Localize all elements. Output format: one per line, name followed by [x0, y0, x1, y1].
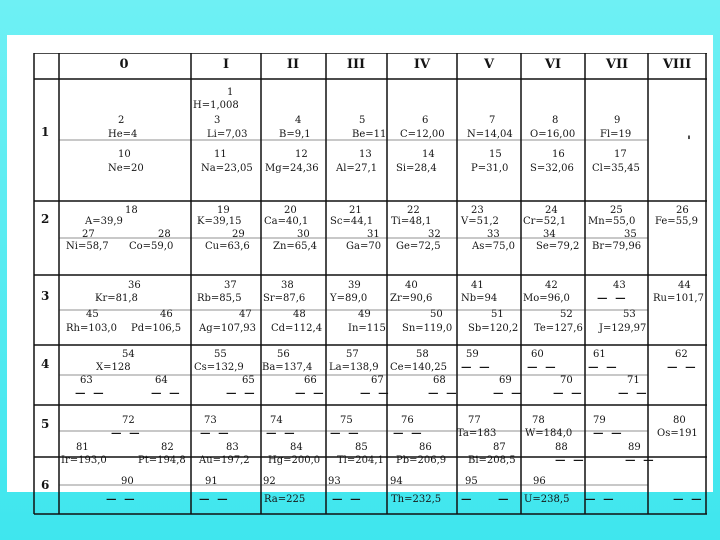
unknown-element-dash: —: [461, 493, 474, 505]
element-entry: 57: [346, 349, 359, 360]
element-entry: 73: [204, 415, 217, 426]
element-entry: La=138,9: [329, 362, 379, 373]
element-entry: Zr=90,6: [390, 293, 433, 304]
element-entry: 66: [304, 375, 317, 386]
element-entry: Ca=40,1: [264, 216, 309, 227]
unknown-element-dash: — —: [199, 493, 230, 505]
element-entry: U=238,5: [524, 494, 570, 505]
element-entry: 90: [121, 476, 134, 487]
unknown-element-dash: — —: [111, 427, 142, 439]
element-entry: 3: [214, 115, 221, 126]
element-entry: 20: [284, 205, 297, 216]
element-entry: 89: [628, 442, 641, 453]
element-entry: 15: [489, 149, 502, 160]
element-entry: 16: [552, 149, 565, 160]
unknown-element-dash: — —: [588, 361, 619, 373]
element-entry: 30: [297, 229, 310, 240]
element-entry: Cl=35,45: [592, 163, 640, 174]
element-entry: Ir=193,0: [61, 455, 107, 466]
element-entry: 61: [593, 349, 606, 360]
scanned-page: [7, 35, 713, 505]
element-entry: 77: [468, 415, 481, 426]
element-entry: O=16,00: [530, 129, 576, 140]
unknown-element-dash: — —: [555, 454, 586, 466]
element-entry: 45: [86, 309, 99, 320]
element-entry: Ce=140,25: [390, 362, 447, 373]
element-entry: J=129,97: [599, 323, 647, 334]
element-entry: Ba=137,4: [262, 362, 313, 373]
element-entry: H=1,008: [193, 100, 239, 111]
element-entry: 96: [533, 476, 546, 487]
element-entry: Sr=87,6: [263, 293, 306, 304]
unknown-element-dash: — —: [527, 361, 558, 373]
element-entry: 31: [367, 229, 380, 240]
element-entry: In=115: [348, 323, 386, 334]
element-entry: 1: [227, 87, 234, 98]
unknown-element-dash: — —: [667, 361, 698, 373]
element-entry: 71: [627, 375, 640, 386]
unknown-element-dash: — —: [332, 493, 363, 505]
group-header-4: IV: [413, 57, 431, 72]
element-entry: 78: [532, 415, 545, 426]
element-entry: Se=79,2: [536, 241, 580, 252]
element-entry: P=31,0: [471, 163, 509, 174]
element-entry: 43: [613, 280, 626, 291]
element-entry: Rb=85,5: [197, 293, 242, 304]
element-entry: 85: [355, 442, 368, 453]
element-entry: 28: [158, 229, 171, 240]
element-entry: 60: [531, 349, 544, 360]
element-entry: 21: [349, 205, 362, 216]
element-entry: Li=7,03: [207, 129, 248, 140]
element-entry: Ag=107,93: [199, 323, 256, 334]
element-entry: Al=27,1: [336, 163, 378, 174]
element-entry: Cu=63,6: [205, 241, 250, 252]
element-entry: Y=89,0: [330, 293, 368, 304]
element-entry: 33: [487, 229, 500, 240]
element-entry: 44: [678, 280, 691, 291]
element-entry: 52: [560, 309, 573, 320]
element-entry: 36: [128, 280, 141, 291]
element-entry: 37: [224, 280, 237, 291]
element-entry: Pd=106,5: [131, 323, 182, 334]
element-entry: 83: [226, 442, 239, 453]
unknown-element-dash: — —: [625, 454, 656, 466]
element-entry: Fe=55,9: [655, 216, 698, 227]
unknown-element-dash: — —: [593, 427, 624, 439]
element-entry: 95: [465, 476, 478, 487]
element-entry: 8: [552, 115, 559, 126]
element-entry: 82: [161, 442, 174, 453]
element-entry: 47: [239, 309, 252, 320]
element-entry: 34: [543, 229, 556, 240]
element-entry: 87: [493, 442, 506, 453]
unknown-element-dash: — —: [106, 493, 137, 505]
unknown-element-dash: — —: [428, 387, 459, 399]
element-entry: 84: [290, 442, 303, 453]
element-entry: 74: [270, 415, 283, 426]
element-entry: Mn=55,0: [588, 216, 636, 227]
element-entry: Th=232,5: [391, 494, 442, 505]
element-entry: 80: [673, 415, 686, 426]
element-entry: 86: [419, 442, 432, 453]
element-entry: 13: [359, 149, 372, 160]
element-entry: Hg=200,0: [268, 455, 321, 466]
element-entry: Fl=19: [600, 129, 632, 140]
element-entry: 4: [295, 115, 302, 126]
unknown-element-dash: — —: [597, 292, 628, 304]
element-entry: V=51,2: [461, 216, 499, 227]
element-entry: B=9,1: [279, 129, 311, 140]
unknown-element-dash: — —: [360, 387, 391, 399]
element-entry: Si=28,4: [396, 163, 437, 174]
element-entry: 12: [295, 149, 308, 160]
unknown-element-dash: — —: [553, 387, 584, 399]
group-header-5: V: [483, 57, 495, 72]
element-entry: 11: [214, 149, 227, 160]
element-entry: Cr=52,1: [523, 216, 567, 227]
element-entry: 39: [348, 280, 361, 291]
element-entry: 68: [433, 375, 446, 386]
element-entry: 59: [466, 349, 479, 360]
element-entry: Nb=94: [461, 293, 498, 304]
unknown-element-dash: — —: [75, 387, 106, 399]
element-entry: 72: [122, 415, 135, 426]
element-entry: He=4: [108, 129, 138, 140]
element-entry: 23: [471, 205, 484, 216]
element-entry: X=128: [96, 362, 131, 373]
element-entry: 19: [217, 205, 230, 216]
element-entry: Ti=48,1: [391, 216, 432, 227]
element-entry: C=12,00: [400, 129, 445, 140]
element-entry: 9: [614, 115, 621, 126]
element-entry: 75: [340, 415, 353, 426]
element-entry: Sc=44,1: [330, 216, 374, 227]
element-entry: 62: [675, 349, 688, 360]
element-entry: 27: [82, 229, 95, 240]
element-entry: Br=79,96: [592, 241, 642, 252]
element-entry: 55: [214, 349, 227, 360]
element-entry: 42: [545, 280, 558, 291]
element-entry: 64: [155, 375, 168, 386]
element-entry: 50: [430, 309, 443, 320]
unknown-element-dash: — —: [618, 387, 649, 399]
element-entry: 10: [118, 149, 131, 160]
unknown-element-dash: — —: [266, 427, 297, 439]
element-entry: K=39,15: [197, 216, 242, 227]
element-entry: Be=11: [352, 129, 387, 140]
group-header-3: III: [346, 57, 366, 72]
element-entry: 70: [560, 375, 573, 386]
element-entry: Bi=208,5: [468, 455, 516, 466]
element-entry: 32: [428, 229, 441, 240]
element-entry: 67: [371, 375, 384, 386]
element-entry: 14: [422, 149, 435, 160]
element-entry: Cd=112,4: [271, 323, 323, 334]
period-label-6: 6: [41, 478, 50, 492]
element-entry: 22: [407, 205, 420, 216]
element-entry: Tl=204,1: [337, 455, 384, 466]
element-entry: Mg=24,36: [265, 163, 319, 174]
unknown-element-dash: —: [498, 493, 511, 505]
element-entry: Ne=20: [108, 163, 144, 174]
unknown-element-dash: — —: [226, 387, 257, 399]
element-entry: 65: [242, 375, 255, 386]
element-entry: Ge=72,5: [396, 241, 441, 252]
group-header-8: VIII: [662, 57, 692, 72]
period-label-1: 1: [41, 125, 50, 139]
element-entry: 46: [160, 309, 173, 320]
group-header-1: I: [222, 57, 230, 72]
element-entry: Ga=70: [346, 241, 382, 252]
element-entry: 5: [359, 115, 366, 126]
element-entry: 94: [390, 476, 403, 487]
element-entry: 88: [555, 442, 568, 453]
period-label-2: 2: [41, 212, 50, 226]
element-entry: 40: [405, 280, 418, 291]
element-entry: Ni=58,7: [66, 241, 109, 252]
element-entry: 7: [489, 115, 496, 126]
unknown-element-dash: — —: [493, 387, 524, 399]
element-entry: Au=197,2: [199, 455, 250, 466]
unknown-element-dash: — —: [151, 387, 182, 399]
element-entry: Co=59,0: [129, 241, 174, 252]
element-entry: 41: [471, 280, 484, 291]
element-entry: 76: [401, 415, 414, 426]
element-entry: 6: [422, 115, 429, 126]
element-entry: 18: [125, 205, 138, 216]
element-entry: A=39,9: [85, 216, 123, 227]
unknown-element-dash: — —: [393, 427, 424, 439]
period-label-4: 4: [41, 357, 50, 371]
unknown-element-dash: — —: [295, 387, 326, 399]
element-entry: 17: [614, 149, 627, 160]
period-label-5: 5: [41, 417, 50, 431]
element-entry: S=32,06: [530, 163, 574, 174]
element-entry: 69: [499, 375, 512, 386]
unknown-element-dash: — —: [200, 427, 231, 439]
element-entry: 93: [328, 476, 341, 487]
element-entry: 51: [491, 309, 504, 320]
periodic-table: [33, 53, 707, 515]
unknown-element-dash: — —: [673, 493, 704, 505]
element-entry: 24: [545, 205, 558, 216]
element-entry: Ra=225: [264, 494, 306, 505]
element-entry: 38: [281, 280, 294, 291]
element-entry: 2: [118, 115, 125, 126]
element-entry: 54: [122, 349, 135, 360]
group-header-2: II: [286, 57, 300, 72]
element-entry: As=75,0: [472, 241, 515, 252]
stray-mark: ': [687, 134, 691, 149]
element-entry: W=184,0: [525, 428, 573, 439]
group-header-6: VI: [544, 57, 562, 72]
element-entry: 53: [623, 309, 636, 320]
element-entry: 48: [293, 309, 306, 320]
element-entry: 56: [277, 349, 290, 360]
element-entry: Zn=65,4: [273, 241, 318, 252]
unknown-element-dash: — —: [330, 427, 361, 439]
element-entry: 63: [80, 375, 93, 386]
element-entry: Ru=101,7: [653, 293, 704, 304]
element-entry: 91: [205, 476, 218, 487]
element-entry: 35: [624, 229, 637, 240]
group-header-0: 0: [119, 57, 129, 72]
element-entry: Sn=119,0: [402, 323, 453, 334]
element-entry: Kr=81,8: [95, 293, 138, 304]
element-entry: 26: [676, 205, 689, 216]
element-entry: 49: [358, 309, 371, 320]
element-entry: 25: [610, 205, 623, 216]
element-entry: 58: [416, 349, 429, 360]
element-entry: Ta=183: [457, 428, 497, 439]
element-entry: Cs=132,9: [194, 362, 244, 373]
period-label-3: 3: [41, 289, 50, 303]
element-entry: Na=23,05: [201, 163, 253, 174]
element-entry: Rh=103,0: [66, 323, 117, 334]
element-entry: N=14,04: [467, 129, 513, 140]
element-entry: Os=191: [657, 428, 698, 439]
element-entry: 92: [263, 476, 276, 487]
element-entry: 29: [232, 229, 245, 240]
element-entry: Sb=120,2: [468, 323, 519, 334]
element-entry: 79: [593, 415, 606, 426]
element-entry: 81: [76, 442, 89, 453]
group-header-7: VII: [605, 57, 629, 72]
unknown-element-dash: — —: [461, 361, 492, 373]
unknown-element-dash: — —: [585, 493, 616, 505]
element-entry: Te=127,6: [534, 323, 583, 334]
element-entry: Pb=206,9: [396, 455, 447, 466]
element-entry: Mo=96,0: [523, 293, 570, 304]
element-entry: Pt=194,8: [138, 455, 186, 466]
